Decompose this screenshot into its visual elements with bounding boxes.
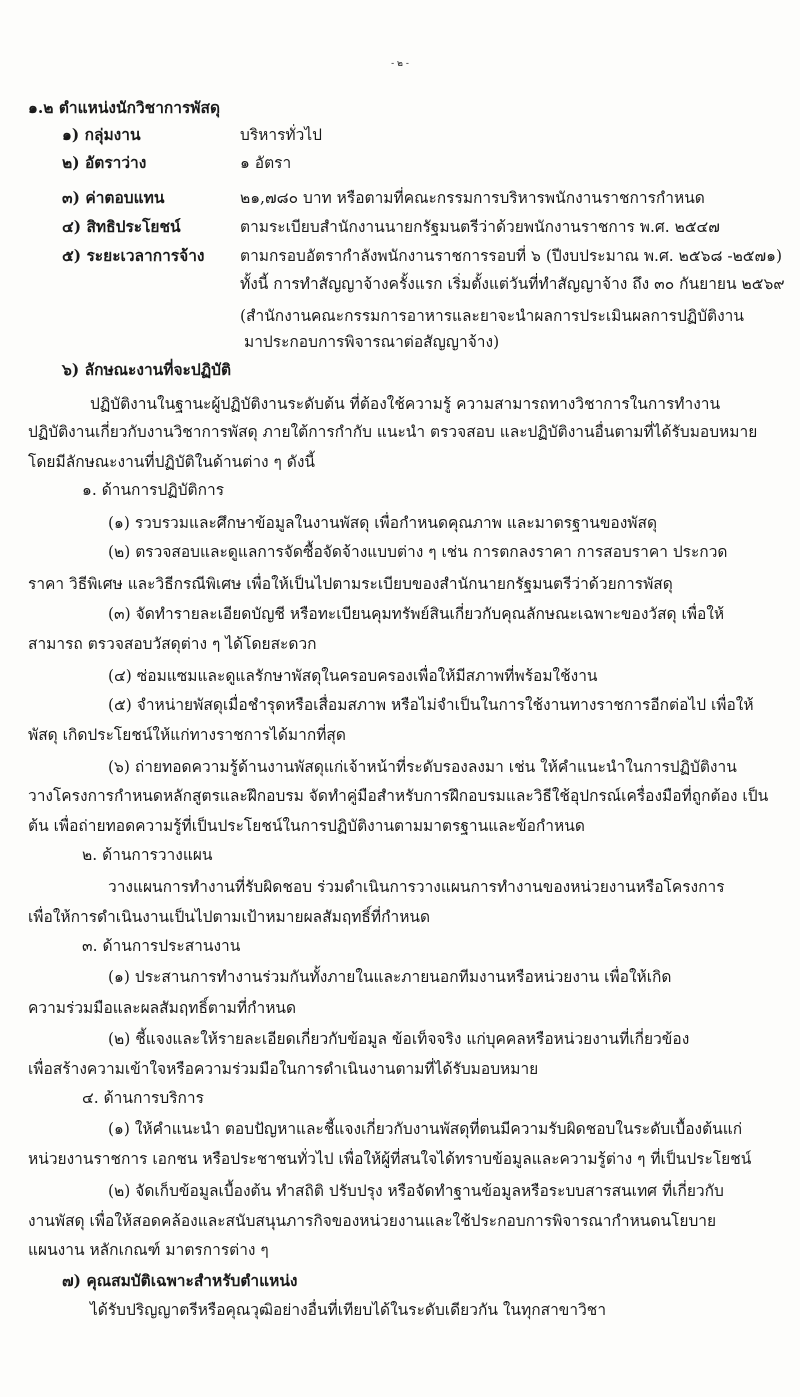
area3-item: (๒) ชี้แจงและให้รายละเอียดเกี่ยวกับข้อมูล ข้อเท็จจริง แก่บุคคลหรือหน่วยงานที่เกี่ยวข้อง [108, 1030, 690, 1048]
intro-line-3: โดยมีลักษณะงานที่ปฏิบัติในด้านต่าง ๆ ดังนี้ [28, 453, 316, 471]
area4-item: งานพัสดุ เพื่อให้สอดคล้องและสนับสนุนภารกิจของหน่วยงานและใช้ประกอบการพิจารณากำหนดนโยบาย [28, 1212, 717, 1230]
area1-item: (๔) ซ่อมแซมและดูแลรักษาพัสดุในครอบครองเพื่อให้มีสภาพที่พร้อมใช้งาน [108, 667, 598, 685]
area3-title: ๓. ด้านการประสานงาน [82, 937, 241, 955]
duration-line-4: มาประกอบการพิจารณาต่อสัญญาจ้าง) [244, 333, 500, 351]
page-number: - ๒ - [391, 59, 409, 69]
section-title: ๑.๒ ตำแหน่งนักวิชาการพัสดุ [28, 98, 221, 117]
intro-line-1: ปฏิบัติงานในฐานะผู้ปฏิบัติงานระดับต้น ที่ต้องใช้ความรู้ ความสามารถทางวิชาการในการทำงาน [90, 395, 721, 413]
area2-item: เพื่อให้การดำเนินงานเป็นไปตามเป้าหมายผลสัมฤทธิ์ที่กำหนด [28, 908, 431, 926]
detail-label-benefits: ๔) สิทธิประโยชน์ [62, 217, 181, 236]
area3-item: เพื่อสร้างความเข้าใจหรือความร่วมมือในการดำเนินงานตามที่ได้รับมอบหมาย [28, 1060, 539, 1078]
duration-line-2: ทั้งนี้ การทำสัญญาจ้างครั้งแรก เริ่มตั้งแต่วันที่ทำสัญญาจ้าง ถึง ๓๐ กันยายน ๒๕๖๙ [240, 275, 785, 293]
area4-item: (๑) ให้คำแนะนำ ตอบปัญหาและชี้แจงเกี่ยวกับงานพัสดุที่ตนมีความรับผิดชอบในระดับเบื้องต้นแก่ [108, 1120, 743, 1138]
area1-item: (๒) ตรวจสอบและดูแลการจัดซื้อจัดจ้างแบบต่าง ๆ เช่น การตกลงราคา การสอบราคา ประกวด [108, 543, 728, 561]
detail-label-vacancy: ๒) อัตราว่าง [62, 153, 147, 172]
detail-value-duration: ตามกรอบอัตรากำลังพนักงานราชการรอบที่ ๖ (ปีงบประมาณ พ.ศ. ๒๕๖๘ -๒๕๗๑) [240, 247, 783, 265]
intro-line-2: ปฏิบัติงานเกี่ยวกับงานวิชาการพัสดุ ภายใต้การกำกับ แนะนำ ตรวจสอบ และปฏิบัติงานอื่นตามที่ได้รับมอบหมาย [28, 423, 758, 441]
area3-item: ความร่วมมือและผลสัมฤทธิ์ตามที่กำหนด [28, 999, 297, 1017]
area4-item: (๒) จัดเก็บข้อมูลเบื้องต้น ทำสถิติ ปรับปรุง หรือจัดทำฐานข้อมูลหรือระบบสารสนเทศ ที่เกี่ยวกับ [108, 1182, 724, 1200]
area1-item: ราคา วิธีพิเศษ และวิธีกรณีพิเศษ เพื่อให้เป็นไปตามระเบียบของสำนักนายกรัฐมนตรีว่าด้วยการพัสดุ [28, 575, 673, 593]
area3-item: (๑) ประสานการทำงานร่วมกันทั้งภายในและภายนอกทีมงานหรือหน่วยงาน เพื่อให้เกิด [108, 968, 672, 986]
area2-title: ๒. ด้านการวางแผน [82, 846, 213, 864]
detail-value-benefits: ตามระเบียบสำนักงานนายกรัฐมนตรีว่าด้วยพนักงานราชการ พ.ศ. ๒๕๔๗ [240, 218, 720, 236]
area1-item: สามารถ ตรวจสอบวัสดุต่าง ๆ ได้โดยสะดวก [28, 635, 317, 653]
detail-label-duration: ๕) ระยะเวลาการจ้าง [62, 246, 205, 265]
area1-item: (๓) จัดทำรายละเอียดบัญชี หรือทะเบียนคุมทรัพย์สินเกี่ยวกับคุณลักษณะเฉพาะของวัสดุ เพื่อให้ [108, 605, 725, 623]
area1-item: (๕) จำหน่ายพัสดุเมื่อชำรุดหรือเสื่อมสภาพ หรือไม่จำเป็นในการใช้งานทางราชการอีกต่อไป เพื่อให้ [108, 696, 754, 714]
area4-item: หน่วยงานราชการ เอกชน หรือประชาชนทั่วไป เพื่อให้ผู้ที่สนใจได้ทราบข้อมูลและความรู้ต่าง ๆ ที่เป็นประโยชน์ [28, 1150, 752, 1168]
qualifications-title: ๗) คุณสมบัติเฉพาะสำหรับตำแหน่ง [62, 1271, 298, 1290]
area1-item: (๑) รวบรวมและศึกษาข้อมูลในงานพัสดุ เพื่อกำหนดคุณภาพ และมาตรฐานของพัสดุ [108, 514, 658, 532]
area1-title: ๑. ด้านการปฏิบัติการ [82, 481, 225, 499]
detail-value-salary: ๒๑,๗๘๐ บาท หรือตามที่คณะกรรมการบริหารพนักงานราชการกำหนด [240, 189, 705, 207]
qualifications-text: ได้รับปริญญาตรีหรือคุณวุฒิอย่างอื่นที่เทียบได้ในระดับเดียวกัน ในทุกสาขาวิชา [90, 1301, 607, 1319]
area1-item: พัสดุ เกิดประโยชน์ให้แก่ทางราชการได้มากที่สุด [28, 726, 346, 744]
area2-item: วางแผนการทำงานที่รับผิดชอบ ร่วมดำเนินการวางแผนการทำงานของหน่วยงานหรือโครงการ [108, 878, 725, 896]
area1-item: วางโครงการกำหนดหลักสูตรและฝึกอบรม จัดทำคู่มือสำหรับการฝึกอบรมและวิธีใช้อุปกรณ์เครื่องมือที่ถูกต้อง เป็น [28, 787, 769, 805]
area4-title: ๔. ด้านการบริการ [82, 1089, 204, 1107]
area1-item: (๖) ถ่ายทอดความรู้ด้านงานพัสดุแก่เจ้าหน้าที่ระดับรองลงมา เช่น ให้คำแนะนำในการปฏิบัติงาน [108, 758, 737, 776]
duties-title: ๖) ลักษณะงานที่จะปฏิบัติ [62, 360, 232, 379]
detail-label-division: ๑) กลุ่มงาน [62, 125, 141, 144]
detail-label-salary: ๓) ค่าตอบแทน [62, 188, 165, 207]
area4-item: แผนงาน หลักเกณฑ์ มาตรการต่าง ๆ [28, 1241, 269, 1259]
detail-value-division: บริหารทั่วไป [240, 126, 322, 144]
area1-item: ต้น เพื่อถ่ายทอดความรู้ที่เป็นประโยชน์ในการปฏิบัติงานตามมาตรฐานและข้อกำหนด [28, 817, 585, 835]
duration-line-3: (สำนักงานคณะกรรมการอาหารและยาจะนำผลการประเมินผลการปฏิบัติงาน [240, 307, 744, 325]
detail-value-vacancy: ๑ อัตรา [240, 154, 292, 172]
